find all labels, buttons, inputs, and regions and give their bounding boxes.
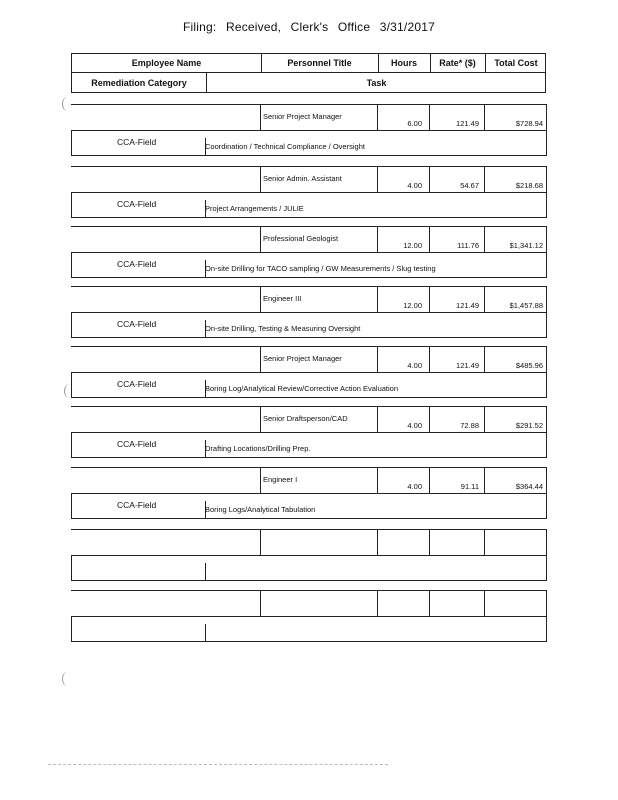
hours-cell: 6.00	[407, 119, 422, 128]
rate-cell: 91.11	[460, 482, 479, 491]
table-row	[71, 346, 547, 398]
remediation-category-cell: CCA-Field	[117, 500, 157, 510]
personnel-title-cell: Professional Geologist	[263, 234, 339, 243]
total-cost-cell: $364.44	[515, 482, 543, 491]
filing-stamp: Filing: Received, Clerk's Office 3/31/2017	[183, 20, 435, 34]
total-cost-cell: $728.94	[515, 119, 543, 128]
hours-cell: 4.00	[407, 482, 422, 491]
total-cost-cell: $485.96	[515, 361, 543, 370]
total-cost-cell: $218.68	[515, 181, 543, 190]
table-row	[71, 467, 547, 519]
hours-cell: 4.00	[407, 361, 422, 370]
table-row	[71, 406, 547, 458]
total-cost-header: Total Cost	[494, 58, 538, 68]
table-row	[71, 104, 547, 156]
rate-cell: 111.76	[457, 241, 479, 250]
remediation-category-cell: CCA-Field	[117, 379, 157, 389]
task-header: Task	[366, 77, 387, 88]
binder-hole-mark	[62, 97, 73, 111]
remediation-category-header: Remediation Category	[91, 77, 187, 88]
hours-cell: 12.00	[403, 301, 422, 310]
personnel-title-header: Personnel Title	[287, 58, 352, 68]
employee-name-header: Employee Name	[131, 58, 202, 68]
hours-header: Hours	[390, 58, 417, 68]
total-cost-cell: $291.52	[515, 421, 543, 430]
table-row	[71, 166, 547, 218]
personnel-title-cell: Senior Project Manager	[263, 354, 342, 363]
table-row	[71, 226, 547, 278]
rate-cell: 54.67	[460, 181, 479, 190]
rate-cell: 121.49	[456, 361, 479, 370]
personnel-title-cell: Senior Admin. Assistant	[263, 174, 342, 183]
task-cell: Coordination / Technical Compliance / Oversight	[205, 142, 365, 151]
task-cell: Boring Log/Analytical Review/Corrective Action Evaluation	[205, 384, 399, 393]
remediation-category-cell: CCA-Field	[117, 319, 157, 329]
personnel-title-cell: Senior Draftsperson/CAD	[263, 414, 348, 423]
rate-cell: 121.49	[456, 301, 479, 310]
rate-header: Rate* ($)	[439, 58, 476, 68]
total-cost-cell: $1,457.88	[509, 301, 543, 310]
task-cell: Project Arrangements / JULIE	[205, 204, 304, 213]
binder-hole-mark	[62, 672, 73, 686]
personnel-title-cell: Engineer III	[263, 294, 302, 303]
remediation-category-cell: CCA-Field	[117, 259, 157, 269]
table-row	[71, 590, 547, 642]
rate-cell: 121.49	[456, 119, 479, 128]
total-cost-cell: $1,341.12	[509, 241, 543, 250]
task-cell: Boring Logs/Analytical Tabulation	[205, 505, 316, 514]
task-cell: On-site Drilling for TACO sampling / GW Measurements / Slug testing	[205, 264, 436, 273]
table-header-row-1	[71, 53, 546, 73]
hours-cell: 12.00	[403, 241, 422, 250]
rate-cell: 72.88	[460, 421, 479, 430]
remediation-category-cell: CCA-Field	[117, 439, 157, 449]
table-row	[71, 286, 547, 338]
task-cell: Drafting Locations/Drilling Prep.	[205, 444, 311, 453]
footer-rule	[48, 764, 388, 765]
table-row	[71, 529, 547, 581]
remediation-category-cell: CCA-Field	[117, 137, 157, 147]
table-header-row-2	[71, 73, 546, 93]
personnel-title-cell: Senior Project Manager	[263, 112, 342, 121]
remediation-category-cell: CCA-Field	[117, 199, 157, 209]
personnel-title-cell: Engineer I	[263, 475, 298, 484]
binder-hole-mark	[64, 384, 75, 398]
task-cell: On-site Drilling, Testing & Measuring Oversight	[205, 324, 361, 333]
hours-cell: 4.00	[407, 421, 422, 430]
hours-cell: 4.00	[407, 181, 422, 190]
